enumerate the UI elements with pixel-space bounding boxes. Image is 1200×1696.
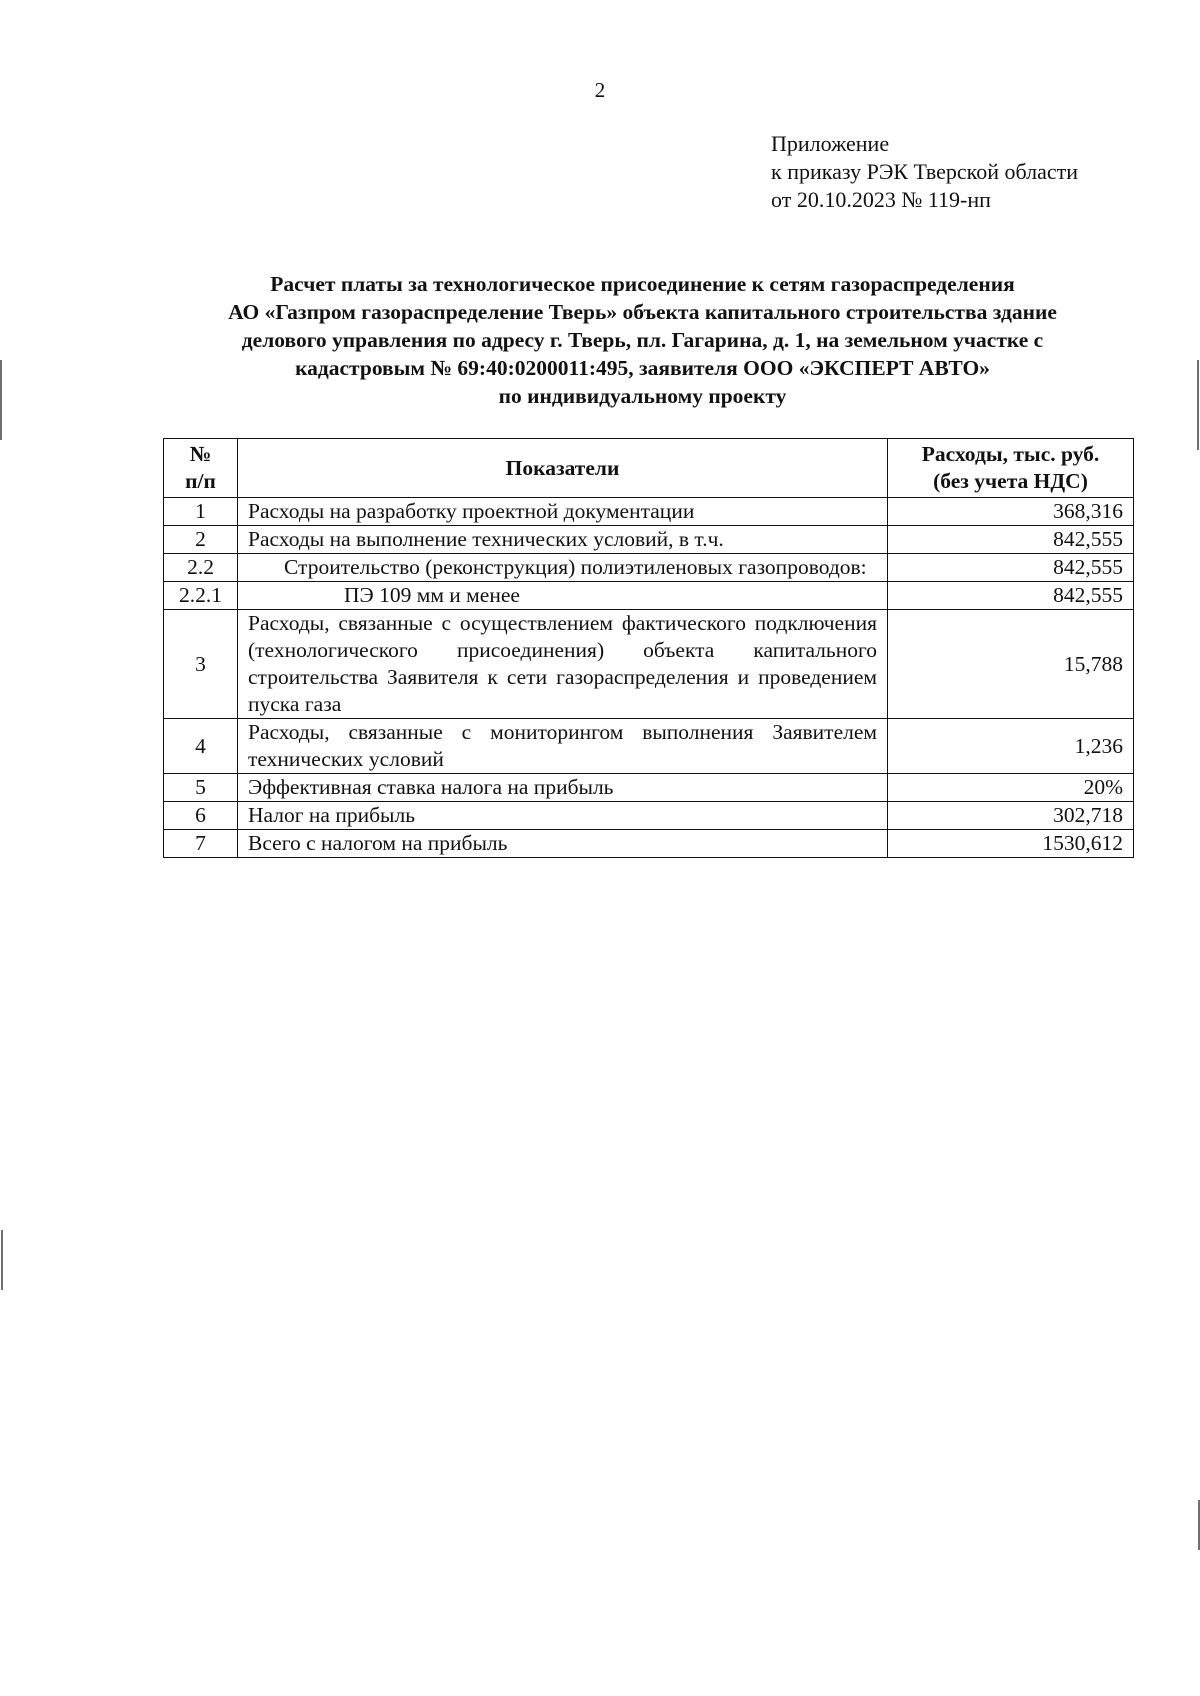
row-value: 842,555 [888,526,1134,554]
table-row [164,610,1134,719]
title-line-3: делового управления по адресу г. Тверь, пл. Гагарина, д. 1, на земельном участке с [241,328,1044,352]
table-header-row [164,439,1134,498]
title-line-4: кадастровым № 69:40:0200011:495, заявителя ООО «ЭКСПЕРТ АВТО» [295,356,990,380]
row-value: 302,718 [888,802,1134,830]
row-num: 6 [164,802,238,830]
row-num: 4 [164,719,238,774]
row-num: 2 [164,526,238,554]
header-value [888,439,1134,498]
title-line-5: по индивидуальному проекту [498,384,787,408]
appendix-line-2: к приказу РЭК Тверской области [771,159,1079,184]
scan-artifact-left-2 [1,1230,3,1290]
row-name: Строительство (реконструкция) полиэтиленовых газопроводов: [238,554,888,582]
row-value: 20% [888,774,1134,802]
row-name: Расходы на разработку проектной документации [238,498,888,526]
row-num: 2.2.1 [164,582,238,610]
row-value: 842,555 [888,582,1134,610]
row-num: 1 [164,498,238,526]
document-title [150,270,1135,410]
page-number: 2 [594,78,606,102]
table-row [164,774,1134,802]
table-row [164,554,1134,582]
row-name: ПЭ 109 мм и менее [238,582,888,610]
row-value: 842,555 [888,554,1134,582]
table-row [164,526,1134,554]
row-name: Всего с налогом на прибыль [238,830,888,858]
table-row [164,802,1134,830]
row-value: 1,236 [888,719,1134,774]
table-row [164,582,1134,610]
appendix-block [771,130,1078,214]
row-num: 7 [164,830,238,858]
title-line-1: Расчет платы за технологическое присоединение к сетям газораспределения [270,272,1015,296]
appendix-line-3: от 20.10.2023 № 119-нп [771,187,991,212]
row-name: Расходы, связанные с осуществлением фактического подключения (технологического присоединения) объекта капитального строительства Заявителя к сети газораспределения и проведением пуска газа [238,610,888,719]
header-num-line-1: № [189,442,212,466]
row-num: 5 [164,774,238,802]
appendix-line-1: Приложение [771,131,890,156]
header-value-line-2: (без учета НДС) [933,469,1088,493]
table-row [164,498,1134,526]
title-line-2: АО «Газпром газораспределение Тверь» объекта капитального строительства здание [228,300,1057,324]
header-value-line-1: Расходы, тыс. руб. [921,442,1100,466]
cost-table [163,438,1134,858]
row-name: Расходы, связанные с мониторингом выполнения Заявителем технических условий [238,719,888,774]
row-name: Расходы на выполнение технических условий, в т.ч. [238,526,888,554]
scan-artifact-left-1 [0,360,2,440]
row-name: Налог на прибыль [238,802,888,830]
row-value: 368,316 [888,498,1134,526]
header-num [164,439,238,498]
row-name: Эффективная ставка налога на прибыль [238,774,888,802]
header-num-line-2: п/п [185,469,216,493]
row-value: 15,788 [888,610,1134,719]
scan-artifact-right-1 [1197,360,1199,450]
row-value: 1530,612 [888,830,1134,858]
table-row [164,719,1134,774]
row-num: 3 [164,610,238,719]
header-name: Показатели [238,439,888,498]
table-row [164,830,1134,858]
row-num: 2.2 [164,554,238,582]
